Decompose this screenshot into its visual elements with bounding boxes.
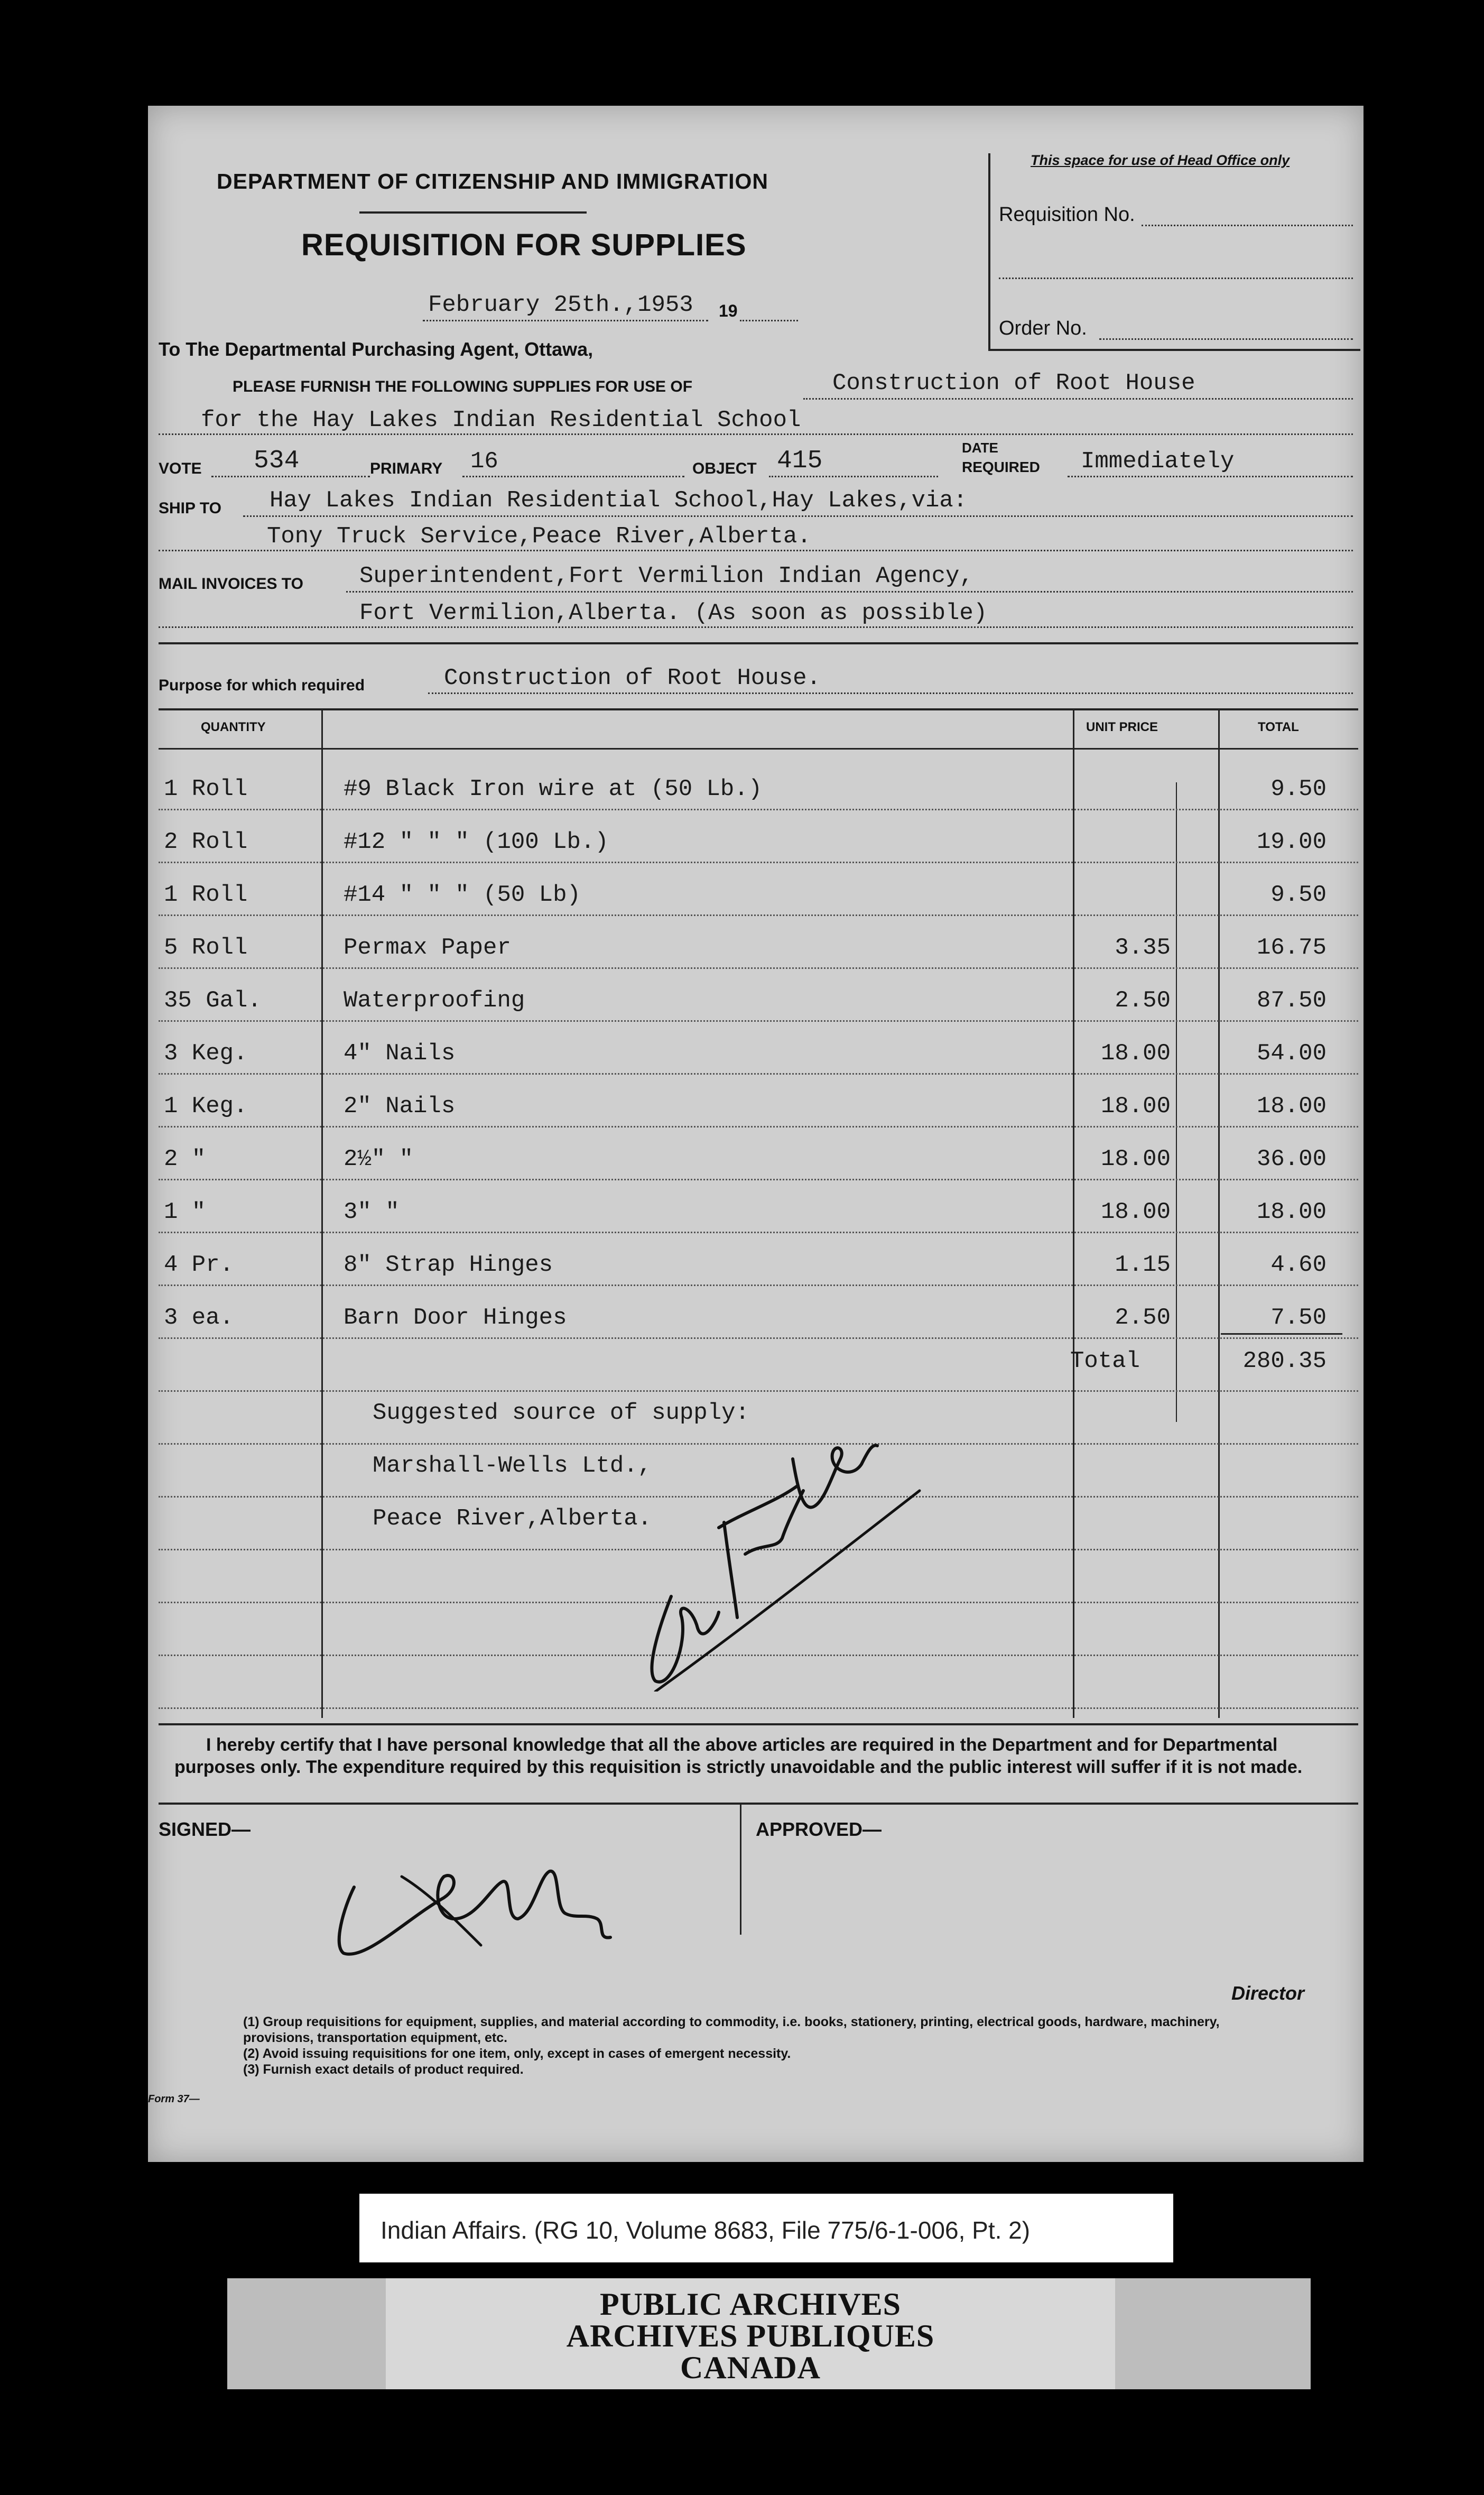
purpose-label: Purpose for which required [159, 677, 365, 694]
table-row-rule [159, 914, 1358, 916]
signed-label: SIGNED— [159, 1818, 251, 1840]
supply-source-heading: Suggested source of supply: [373, 1400, 749, 1426]
ship-to-line-2 [159, 550, 1353, 551]
purpose-value: Construction of Root House. [444, 665, 821, 691]
row-8-unit-price: 18.00 [1100, 1146, 1171, 1172]
vote-value: 534 [254, 447, 300, 475]
row-4-description: Permax Paper [344, 935, 511, 961]
approval-signature [624, 1396, 930, 1692]
row-8-quantity: 2 " [164, 1146, 206, 1172]
vote-line [211, 476, 370, 477]
table-row-rule [159, 809, 1358, 810]
table-row-rule [159, 1337, 1358, 1339]
director-label: Director [1231, 1982, 1305, 2004]
row-2-total: 19.00 [1256, 829, 1327, 855]
grand-total-label: Total [1070, 1348, 1140, 1374]
row-2-quantity: 2 Roll [164, 829, 248, 855]
archives-line-2: ARCHIVES PUBLIQUES [566, 2318, 935, 2353]
unit-price-header: UNIT PRICE [1086, 720, 1158, 734]
ship-to-line-1 [243, 515, 1353, 517]
head-office-blank-line [999, 278, 1353, 279]
row-1-quantity: 1 Roll [164, 776, 248, 802]
row-6-description: 4" Nails [344, 1040, 456, 1067]
table-row-rule [159, 1126, 1358, 1128]
row-3-description: #14 " " " (50 Lb) [344, 882, 581, 908]
row-5-unit-price: 2.50 [1115, 987, 1171, 1014]
mail-invoices-line-1 [346, 591, 1353, 593]
object-line [769, 476, 938, 477]
furnish-line-1 [803, 398, 1353, 400]
approved-label: APPROVED— [756, 1818, 882, 1840]
mail-invoices-label: MAIL INVOICES TO [159, 575, 303, 593]
date-required-line [1068, 476, 1353, 477]
row-7-description: 2" Nails [344, 1093, 456, 1120]
row-6-total: 54.00 [1256, 1040, 1327, 1067]
signed-signature [322, 1840, 618, 1977]
date-required-label-2: REQUIRED [962, 459, 1040, 475]
archives-stamp [227, 2278, 1311, 2389]
requisition-number-line [1142, 225, 1353, 226]
form-notes [243, 2014, 1274, 2077]
date-line [423, 320, 708, 321]
row-4-unit-price: 3.35 [1115, 935, 1171, 961]
row-5-description: Waterproofing [344, 987, 525, 1014]
row-2-description: #12 " " " (100 Lb.) [344, 829, 609, 855]
archives-stamp-panel [386, 2278, 1115, 2389]
object-label: OBJECT [692, 460, 757, 477]
row-6-unit-price: 18.00 [1100, 1040, 1171, 1067]
section-rule-top [159, 642, 1358, 644]
archive-reference-text: Indian Affairs. (RG 10, Volume 8683, File 775/6-1-006, Pt. 2) [381, 2216, 1031, 2244]
row-6-quantity: 3 Keg. [164, 1040, 248, 1067]
form-number: Form 37— [148, 2093, 200, 2105]
addressee-line: To The Departmental Purchasing Agent, Ottawa, [159, 338, 593, 360]
order-number-line [1099, 338, 1353, 340]
furnish-line-2 [159, 433, 1353, 435]
requisition-number-label: Requisition No. [999, 204, 1135, 226]
row-1-description: #9 Black Iron wire at (50 Lb.) [344, 776, 763, 802]
row-9-unit-price: 18.00 [1100, 1199, 1171, 1225]
heading-rule [359, 211, 587, 214]
table-row-rule [159, 1707, 1358, 1709]
quantity-column-divider [321, 708, 323, 1718]
row-11-total: 7.50 [1270, 1305, 1327, 1331]
table-top-rule [159, 708, 1358, 710]
certification-text: I hereby certify that I have personal knowledge that all the above articles are required in the Department and for Departmental purposes only. The expenditure required by this requisition is strictly unavoidable and the public interest will suffer if it is not made. [174, 1735, 1303, 1777]
note-3: (3) Furnish exact details of product required. [243, 2062, 524, 2077]
date-required-value: Immediately [1081, 448, 1235, 475]
table-row-rule [159, 1020, 1358, 1022]
row-11-unit-price: 2.50 [1115, 1305, 1171, 1331]
row-1-total: 9.50 [1270, 776, 1327, 802]
note-2: (2) Avoid issuing requisitions for one item, only, except in cases of emergent necessity. [243, 2046, 791, 2061]
mail-invoices-line-2 [159, 626, 1353, 628]
table-row-rule [159, 862, 1358, 863]
ship-to-value-1: Hay Lakes Indian Residential School,Hay Lakes,via: [270, 487, 968, 514]
furnish-value-1: Construction of Root House [832, 370, 1195, 396]
primary-label: PRIMARY [370, 460, 443, 477]
total-underline [1221, 1333, 1342, 1335]
object-value: 415 [777, 447, 823, 475]
purpose-line [428, 692, 1353, 694]
row-10-unit-price: 1.15 [1115, 1252, 1171, 1278]
grand-total-value: 280.35 [1242, 1348, 1327, 1374]
signature-section-rule [159, 1803, 1358, 1805]
total-header: TOTAL [1258, 720, 1299, 734]
quantity-header: QUANTITY [201, 720, 266, 734]
archives-line-1: PUBLIC ARCHIVES [599, 2287, 902, 2322]
row-5-total: 87.50 [1256, 987, 1327, 1014]
primary-value: 16 [470, 448, 498, 475]
row-11-description: Barn Door Hinges [344, 1305, 567, 1331]
furnish-value-2: for the Hay Lakes Indian Residential School [201, 407, 801, 433]
supply-source-name: Marshall-Wells Ltd., [373, 1453, 652, 1479]
row-3-total: 9.50 [1270, 882, 1327, 908]
table-header-rule [159, 748, 1358, 750]
vote-label: VOTE [159, 460, 202, 477]
date-required-label-1: DATE [962, 440, 998, 456]
row-4-total: 16.75 [1256, 935, 1327, 961]
signature-divider [740, 1803, 741, 1935]
row-8-total: 36.00 [1256, 1146, 1327, 1172]
archives-line-3: CANADA [680, 2350, 821, 2385]
table-row-rule [159, 1073, 1358, 1075]
department-heading: DEPARTMENT OF CITIZENSHIP AND IMMIGRATION [217, 169, 768, 193]
date-year-line [740, 320, 798, 321]
row-5-quantity: 35 Gal. [164, 987, 262, 1014]
row-7-total: 18.00 [1256, 1093, 1327, 1120]
requisition-date: February 25th.,1953 [428, 292, 693, 318]
row-10-quantity: 4 Pr. [164, 1252, 234, 1278]
mail-invoices-value-2: Fort Vermilion,Alberta. (As soon as possible) [359, 600, 988, 626]
table-row-rule [159, 1232, 1358, 1233]
furnish-label: PLEASE FURNISH THE FOLLOWING SUPPLIES FOR USE OF [233, 378, 693, 395]
requisition-form [148, 106, 1364, 2162]
table-row-rule [159, 1390, 1358, 1392]
supply-source-location: Peace River,Alberta. [373, 1505, 652, 1532]
total-column-divider [1218, 708, 1220, 1718]
primary-line [462, 476, 684, 477]
row-7-unit-price: 18.00 [1100, 1093, 1171, 1120]
row-8-description: 2½" " [344, 1146, 414, 1172]
row-9-description: 3" " [344, 1199, 400, 1225]
note-1: (1) Group requisitions for equipment, supplies, and material according to commodity, i.e. books, stationery, printing, electrical goods, hardware, machinery, provisions, transportation equipment, etc. [243, 2015, 1220, 2045]
row-11-quantity: 3 ea. [164, 1305, 234, 1331]
table-bottom-rule [159, 1723, 1358, 1725]
head-office-note: This space for use of Head Office only [1031, 152, 1290, 168]
table-row-rule [159, 967, 1358, 969]
date-year-prefix: 19 [719, 301, 738, 320]
certification-statement [148, 1734, 1364, 1778]
ship-to-value-2: Tony Truck Service,Peace River,Alberta. [267, 523, 811, 550]
form-title: REQUISITION FOR SUPPLIES [301, 228, 747, 262]
row-10-total: 4.60 [1270, 1252, 1327, 1278]
row-3-quantity: 1 Roll [164, 882, 248, 908]
ship-to-label: SHIP TO [159, 500, 221, 517]
archive-reference-label [359, 2194, 1173, 2262]
cents-divider [1176, 782, 1177, 1422]
order-number-label: Order No. [999, 317, 1087, 339]
table-row-rule [159, 1179, 1358, 1180]
table-row-rule [159, 1285, 1358, 1286]
unit-price-column-divider [1073, 708, 1074, 1718]
row-9-total: 18.00 [1256, 1199, 1327, 1225]
row-10-description: 8" Strap Hinges [344, 1252, 553, 1278]
mail-invoices-value-1: Superintendent,Fort Vermilion Indian Agency, [359, 563, 973, 589]
row-9-quantity: 1 " [164, 1199, 206, 1225]
row-7-quantity: 1 Keg. [164, 1093, 248, 1120]
row-4-quantity: 5 Roll [164, 935, 248, 961]
